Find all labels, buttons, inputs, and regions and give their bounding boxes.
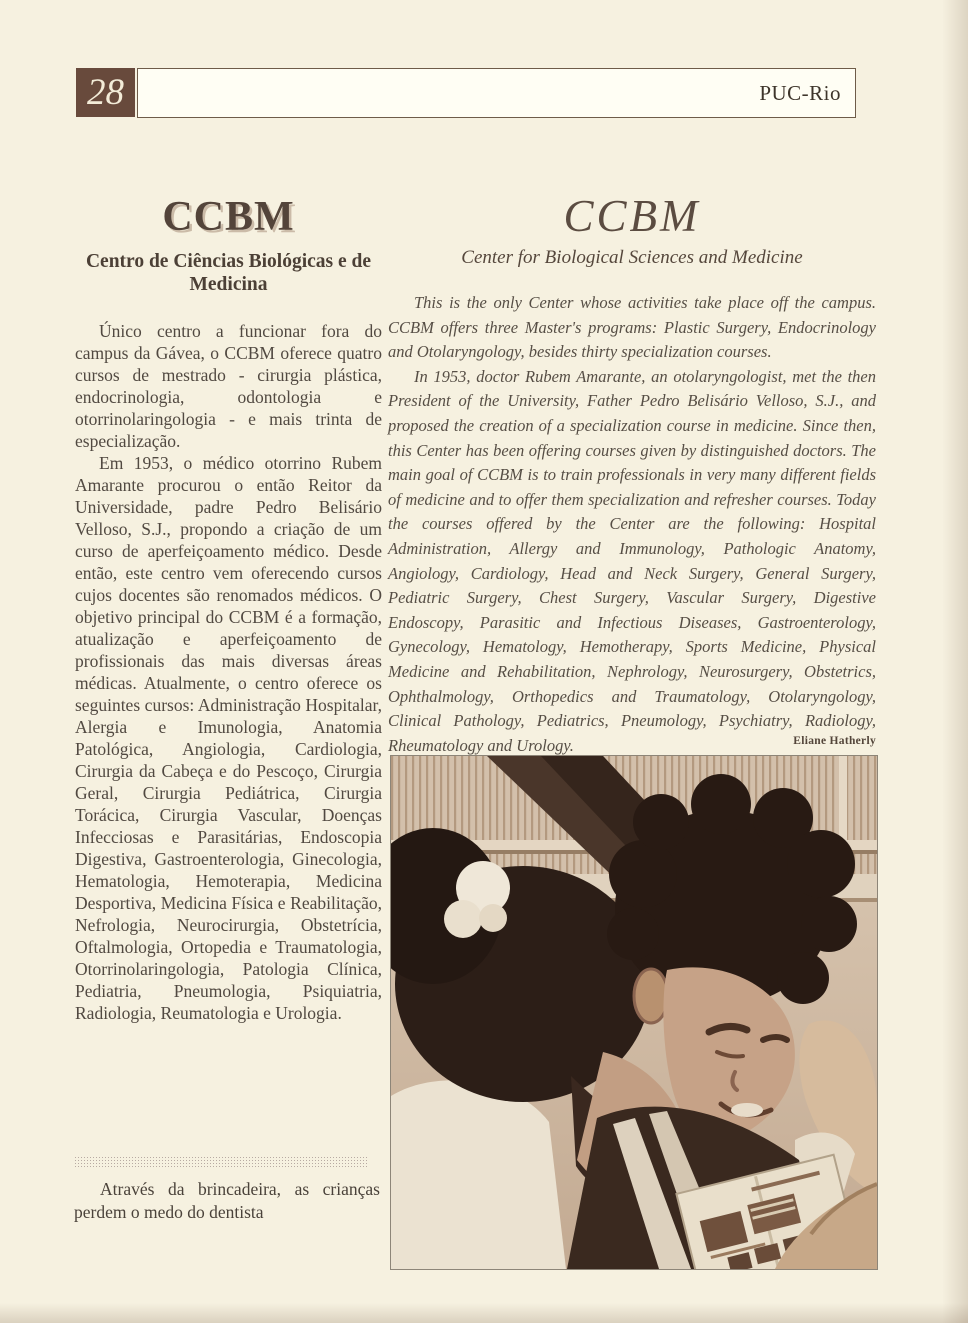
- scan-edge-shadow-right: [942, 0, 968, 1323]
- article-column-portuguese: [75, 196, 382, 1024]
- page-number: 28: [76, 68, 135, 117]
- paragraph-pt: Em 1953, o médico otorrino Rubem Amarante procurou o então Reitor da Universidade, padre Pedro Belisário Velloso, S.J., propondo a criação de um curso de aperfeiçoamento médico. Desde então, este centro vem oferecendo cursos cujos docentes são renomados médicos. O objetivo principal do CCBM é a formação, atualização e aperfeiçoamento de profissionais das mais diversas áreas médicas. Atualmente, o centro oferece os seguintes cursos: Administração Hospitalar, Alergia e Imunologia, Anatomia Patológica, Angiologia, Cardiologia, Cirurgia da Cabeça e do Pescoço, Cirurgia Geral, Cirurgia Pediátrica, Cirurgia Torácica, Cirurgia Vascular, Doenças Infecciosas e Parasitárias, Endoscopia Digestiva, Gastroenterologia, Ginecologia, Hematologia, Hemoterapia, Medicina Desportiva, Medicina Física e Reabilitação, Nefrologia, Neurocirurgia, Obstetrícia, Oftalmologia, Ortopedia e Traumatologia, Otorrinolaringologia, Patologia Clínica, Pediatria, Pneumologia, Psiquiatria, Radiologia, Reumatologia e Urologia.: [75, 453, 382, 1023]
- photo: [390, 755, 878, 1270]
- photo-credit: Eliane Hatherly: [793, 735, 876, 747]
- article-subtitle-pt: Centro de Ciências Biológicas e de Medicina: [85, 251, 372, 295]
- header-bar: [137, 68, 856, 118]
- article-title-pt: CCBM: [162, 194, 295, 240]
- article-body-en: [388, 291, 876, 758]
- photo-illustration: [391, 756, 877, 1269]
- paragraph-en: This is the only Center whose activities take place off the campus. CCBM offers three Master's programs: Plastic Surgery, Endocrinology and Otolaryngology, besides thirty specialization courses.: [388, 293, 876, 362]
- dotted-separator: [74, 1156, 367, 1167]
- photo-caption: Através da brincadeira, as crianças perdem o medo do dentista: [74, 1179, 380, 1222]
- header-title: PUC-Rio: [759, 80, 841, 105]
- article-title-en: CCBM: [563, 191, 701, 241]
- article-body-pt: [75, 320, 382, 1024]
- article-column-english: [388, 191, 876, 758]
- article-subtitle-en: Center for Biological Sciences and Medicine: [461, 247, 803, 268]
- paragraph-pt: Único centro a funcionar fora do campus da Gávea, o CCBM oferece quatro cursos de mestrado - cirurgia plástica, endocrinologia, odontologia e otorrinolaringologia - e mais trinta de especialização.: [75, 321, 382, 451]
- scan-edge-shadow-bottom: [0, 1303, 968, 1323]
- paragraph-en: In 1953, doctor Rubem Amarante, an otolaryngologist, met the then President of the University, Father Pedro Belisário Velloso, S.J., and proposed the creation of a specialization course in medicine. Since then, this Center has been offering courses given by distinguished doctors. The main goal of CCBM is to train professionals in very many different fields of medicine and to offer them specialization and refresher courses. Today the courses offered by the Center are the following: Hospital Administration, Allergy and Immunology, Pathologic Anatomy, Angiology, Cardiology, Head and Neck Surgery, General Surgery, Pediatric Surgery, Chest Surgery, Vascular Surgery, Digestive Endoscopy, Parasitic and Infectious Diseases, Gastroenterology, Gynecology, Hematology, Hemotherapy, Sports Medicine, Physical Medicine and Rehabilitation, Nephrology, Neurosurgery, Obstetrics, Ophthalmology, Orthopedics and Traumatology, Otolaryngology, Clinical Pathology, Pediatrics, Pneumology, Psychiatry, Radiology, Rheumatology and Urology.: [388, 366, 876, 755]
